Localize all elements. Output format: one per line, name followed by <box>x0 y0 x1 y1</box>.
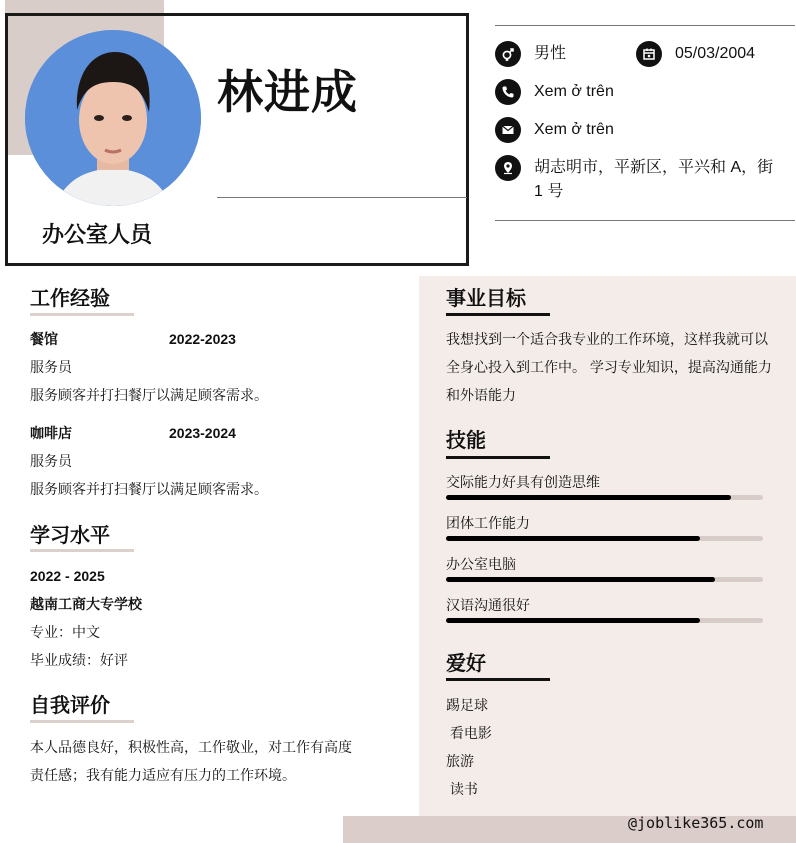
profile-photo <box>25 30 201 206</box>
info-email <box>495 117 614 143</box>
skill-label-1: 交际能力好具有创造思维 <box>446 474 600 490</box>
skills-section-title: 技能 <box>446 430 486 452</box>
envelope-icon <box>495 117 521 143</box>
hobbies-section-title: 爱好 <box>446 653 486 675</box>
skill-fill-3 <box>446 577 715 582</box>
hobby-item-4: 读书 <box>446 781 478 797</box>
objective-section-title: 事业目标 <box>446 288 526 310</box>
self-eval-line-2: 责任感；我有能力适应有压力的工作环境。 <box>30 767 296 783</box>
phone-value: Xem ở trên <box>534 83 614 100</box>
phone-icon <box>495 79 521 105</box>
skill-fill-1 <box>446 495 731 500</box>
skill-label-3: 办公室电脑 <box>446 556 516 572</box>
birthdate-value: 05/03/2004 <box>675 45 756 62</box>
skill-bar-2 <box>446 536 763 541</box>
job-title: 办公室人员 <box>42 222 153 247</box>
skills-section-underline <box>446 456 550 459</box>
info-top-divider <box>495 25 795 26</box>
info-phone <box>495 79 614 105</box>
skill-bar-1 <box>446 495 763 500</box>
calendar-icon <box>636 41 662 67</box>
work-section-underline <box>30 313 134 316</box>
work-role-1: 服务员 <box>30 359 72 375</box>
person-name: 林进成 <box>217 66 358 118</box>
self-eval-section-title: 自我评价 <box>30 695 110 717</box>
info-address <box>495 155 785 204</box>
email-value: Xem ở trên <box>534 121 614 138</box>
info-birthdate <box>636 41 755 67</box>
skill-bar-4 <box>446 618 763 623</box>
education-school: 越南工商大专学校 <box>30 596 142 612</box>
work-place-1: 餐馆 <box>30 331 58 347</box>
objective-section-underline <box>446 313 550 316</box>
skill-bar-3 <box>446 577 763 582</box>
work-desc-1: 服务顾客并打扫餐厅以满足顾客需求。 <box>30 387 268 403</box>
info-bottom-divider <box>495 220 795 221</box>
self-eval-line-1: 本人品德良好，积极性高，工作敬业，对工作有高度 <box>30 739 352 755</box>
info-gender <box>495 41 566 67</box>
education-grade: 毕业成绩：好评 <box>30 652 128 668</box>
skill-fill-2 <box>446 536 700 541</box>
gender-value: 男性 <box>534 45 567 62</box>
hobby-item-2: 看电影 <box>446 725 492 741</box>
objective-line-3: 和外语能力 <box>446 387 516 403</box>
work-place-2: 咖啡店 <box>30 425 72 441</box>
work-years-2: 2023-2024 <box>169 425 236 441</box>
hobby-item-3: 旅游 <box>446 753 474 769</box>
objective-line-1: 我想找到一个适合我专业的工作环境，这样我就可以 <box>446 331 768 347</box>
skill-label-2: 团体工作能力 <box>446 515 530 531</box>
work-desc-2: 服务顾客并打扫餐厅以满足顾客需求。 <box>30 481 268 497</box>
hobby-item-1: 踢足球 <box>446 697 488 713</box>
gender-icon <box>495 41 521 67</box>
education-years: 2022 - 2025 <box>30 568 105 584</box>
skill-fill-4 <box>446 618 700 623</box>
work-section-title: 工作经验 <box>30 288 110 310</box>
hobbies-section-underline <box>446 678 550 681</box>
education-section-underline <box>30 549 134 552</box>
education-section-title: 学习水平 <box>30 525 110 547</box>
skill-label-4: 汉语沟通很好 <box>446 597 530 613</box>
work-years-1: 2022-2023 <box>169 331 236 347</box>
objective-line-2: 全身心投入到工作中。 学习专业知识，提高沟通能力 <box>446 359 772 375</box>
location-pin-icon <box>495 155 521 181</box>
name-divider <box>217 197 467 198</box>
address-value: 胡志明市，平新区，平兴和 A，街 1 号 <box>534 159 774 200</box>
education-major: 专业：中文 <box>30 624 100 640</box>
site-watermark: @joblike365.com <box>628 814 764 832</box>
self-eval-section-underline <box>30 720 134 723</box>
work-role-2: 服务员 <box>30 453 72 469</box>
